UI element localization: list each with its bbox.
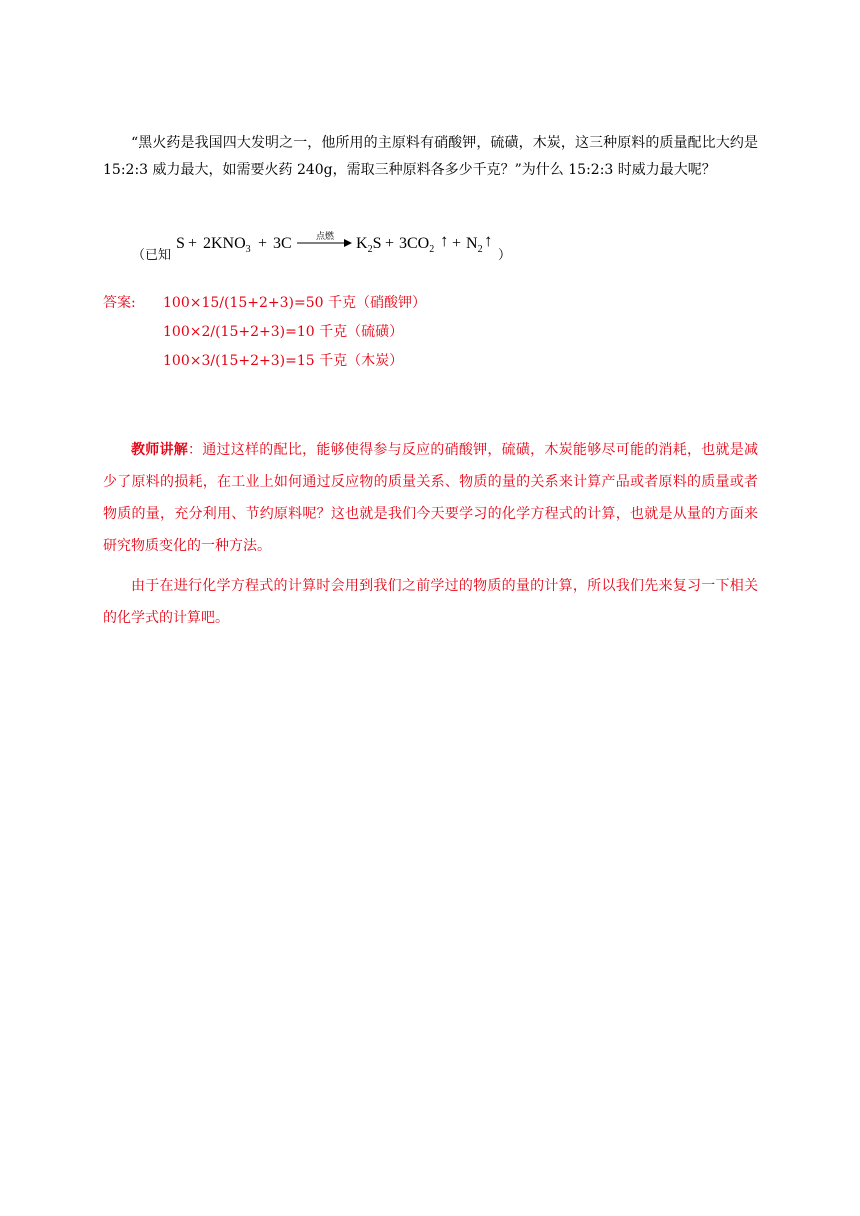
equation-suffix: ）: [498, 248, 512, 263]
plus-sign: +: [452, 235, 462, 252]
equation-prefix: （已知: [132, 248, 172, 263]
gas-arrow-icon: ↑: [440, 231, 449, 250]
answer-line-sulfur: 100×2/(15+2+3)=10 千克（硫磺）: [163, 324, 404, 340]
reactant-c: 3C: [273, 235, 292, 252]
equation-line: [132, 226, 552, 266]
chemical-equation: [176, 226, 498, 266]
product-n2: $N_2$: [466, 235, 483, 255]
reactant-kno3: $2KNO_3$: [203, 235, 251, 255]
question-paragraph: “黑火药是我国四大发明之一，他所用的主原料有硝酸钾，硫磺，木炭，这三种原料的质量配比大约是 15:2:3 威力最大，如需要火药 240g，需取三种原料各多少千克？”为什么 15:2:3 时威力最大呢？: [103, 135, 758, 178]
arrow-head-icon: [344, 239, 352, 247]
answer-line-charcoal: 100×3/(15+2+3)=15 千克（木炭）: [163, 353, 404, 369]
teacher-label: 教师讲解: [131, 442, 189, 458]
plus-sign: +: [385, 235, 395, 252]
answer-line-saltpeter: 100×15/(15+2+3)=50 千克（硝酸钾）: [163, 295, 426, 311]
transition-paragraph: 由于在进行化学方程式的计算时会用到我们之前学过的物质的量的计算，所以我们先来复习一下相关的化学式的计算吧。: [103, 578, 758, 626]
teacher-explanation: [103, 434, 758, 562]
product-k2s: $K_2S$: [356, 235, 382, 255]
answer-label: 答案:: [103, 295, 136, 311]
reaction-condition: 点燃: [316, 232, 335, 242]
product-co2: $3CO_2$: [399, 235, 435, 255]
gas-arrow-icon: ↑: [484, 231, 493, 250]
reactant-s: S: [176, 235, 185, 252]
plus-sign: +: [188, 235, 198, 252]
plus-sign: +: [258, 235, 268, 252]
teacher-text: ：通过这样的配比，能够使得参与反应的硝酸钾，硫磺，木炭能够尽可能的消耗，也就是减少了原料的损耗，在工业上如何通过反应物的质量关系、物质的量的关系来计算产品或者原料的质量或者物质的量，充分利用、节约原料呢？这也就是我们今天要学习的化学方程式的计算，也就是从量的方面来研究物质变化的一种方法。: [103, 442, 759, 554]
